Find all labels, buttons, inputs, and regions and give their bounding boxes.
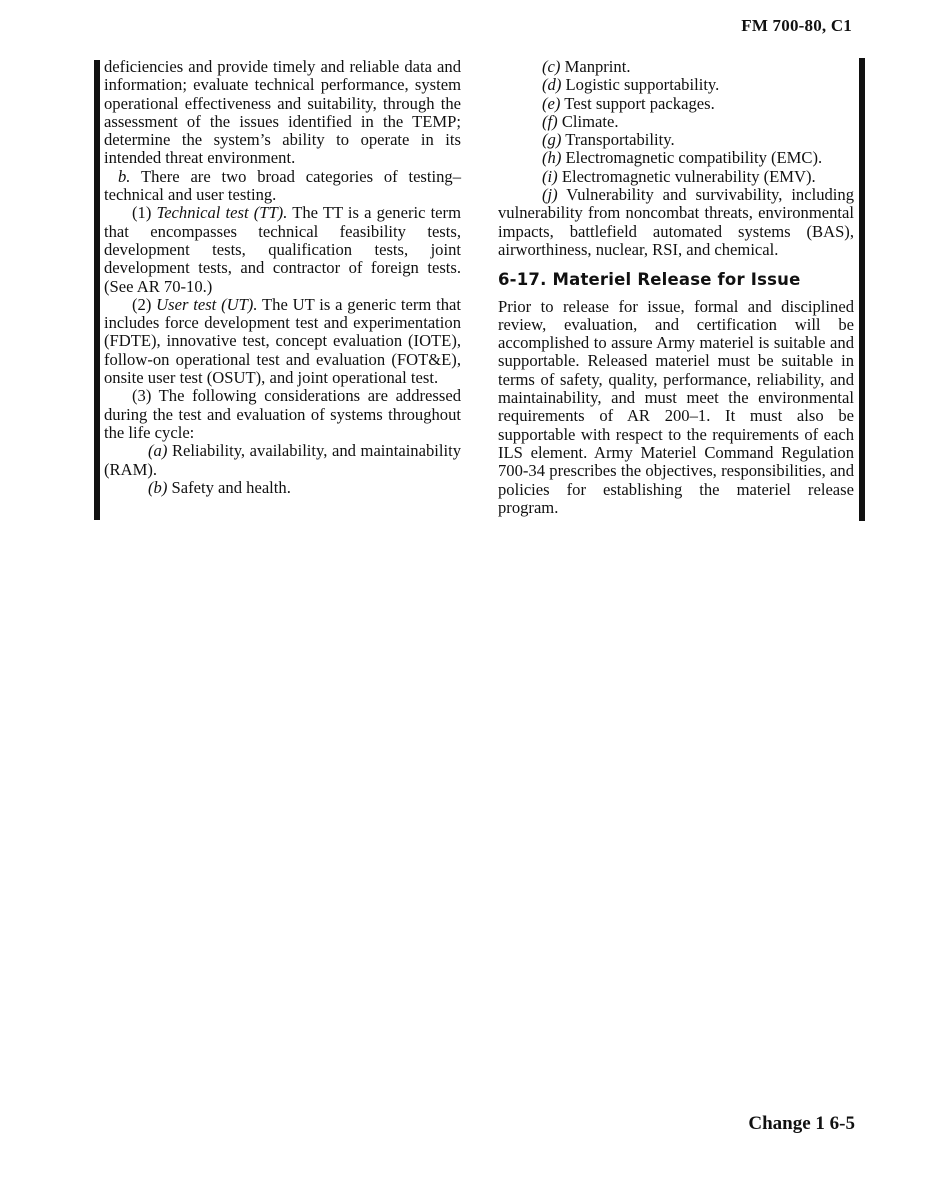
list-item-marker: (d)	[542, 75, 562, 95]
paragraph-2-term: User test (UT).	[156, 294, 258, 314]
list-item-b-text: Safety and health.	[167, 477, 291, 497]
list-item-marker: (f)	[542, 111, 558, 131]
list-item-text: Manprint.	[560, 57, 631, 76]
list-item-a-text: Reliability, availability, and maintainability (RAM).	[104, 441, 461, 479]
left-column	[104, 58, 461, 497]
right-column	[498, 58, 854, 517]
paragraph-1	[104, 204, 461, 295]
list-item	[498, 168, 854, 186]
list-item	[498, 149, 854, 167]
paragraph-1-text: The TT is a generic term that encompasses technical feasibility tests, development tests, qualification tests, joint development tests, and contractor of foreign tests. (See AR 70-10.)	[104, 203, 461, 296]
list-item-text: Transportability.	[561, 130, 675, 150]
paragraph-b-marker: b.	[118, 166, 131, 186]
list-item-b	[104, 479, 461, 497]
list-item-marker: (g)	[542, 130, 562, 150]
paragraph-2	[104, 296, 461, 387]
list-item-text: Logistic supportability.	[561, 75, 720, 95]
list-item-marker: (i)	[542, 166, 558, 186]
list-item	[498, 58, 854, 76]
paragraph-continuation: deficiencies and provide timely and reliable data and information; evaluate technical performance, system operational effectiveness and suitability, through the assessment of the issues identified in the TEMP; determine the system’s ability to operate in its intended threat environment.	[104, 57, 461, 168]
list-item-text: Climate.	[557, 111, 619, 131]
list-item-b-marker: (b)	[148, 477, 168, 497]
paragraph-3: (3) The following considerations are addressed during the test and evaluation of systems throughout the life cycle:	[104, 386, 461, 442]
list-item	[498, 95, 854, 113]
paragraph-1-term: Technical test (TT).	[156, 203, 288, 223]
list-item	[498, 113, 854, 131]
list-item	[498, 76, 854, 94]
paragraph-2-text: The UT is a generic term that includes force development test and experimentation (FDTE), innovative test, concept evaluation (IOTE), follow-on operational test and evaluation (FOT&E), onsite user test (OSUT), and joint operational test.	[104, 294, 461, 388]
list-item-text: Electromagnetic vulnerability (EMV).	[557, 166, 816, 186]
list-item-a	[104, 442, 461, 479]
list-item-a-marker: (a)	[148, 441, 168, 461]
list-item-j	[498, 186, 854, 259]
section-heading: 6-17. Materiel Release for Issue	[498, 270, 801, 290]
page-number-footer: Change 1 6-5	[748, 1113, 855, 1134]
section-body: Prior to release for issue, formal and disciplined review, evaluation, and certification will be accomplished to assure Army materiel is suitable and supportable. Released materiel must be suitable in terms of safety, quality, performance, reliability, and maintainability, and must meet the environmental requirements of AR 200–1. It must also be supportable with respect to the requirements of each ILS element. Army Materiel Command Regulation 700-34 prescribes the objectives, responsibilities, and policies for establishing the materiel release program.	[498, 296, 854, 517]
list-item-marker: (c)	[542, 57, 561, 76]
list-item-text: Test support packages.	[560, 93, 715, 113]
list-item	[498, 131, 854, 149]
document-id-header: FM 700-80, C1	[741, 16, 852, 35]
change-bar-right	[859, 58, 865, 521]
list-item-marker: (e)	[542, 93, 561, 113]
list-item-j-marker: (j)	[542, 185, 558, 205]
paragraph-2-number: (2)	[132, 294, 157, 314]
paragraph-b	[104, 168, 461, 205]
list-item-text: Electromagnetic compatibility (EMC).	[561, 148, 823, 168]
list-item-j-text: Vulnerability and survivability, including vulnerability from noncombat threats, environmental impacts, battlefield automated systems (BAS), airworthiness, nuclear, RSI, and chemical.	[498, 185, 854, 259]
list-item-marker: (h)	[542, 148, 562, 168]
paragraph-b-text: There are two broad categories of testing–technical and user testing.	[104, 166, 461, 205]
change-bar-left	[94, 60, 100, 520]
paragraph-1-number: (1)	[132, 203, 157, 223]
